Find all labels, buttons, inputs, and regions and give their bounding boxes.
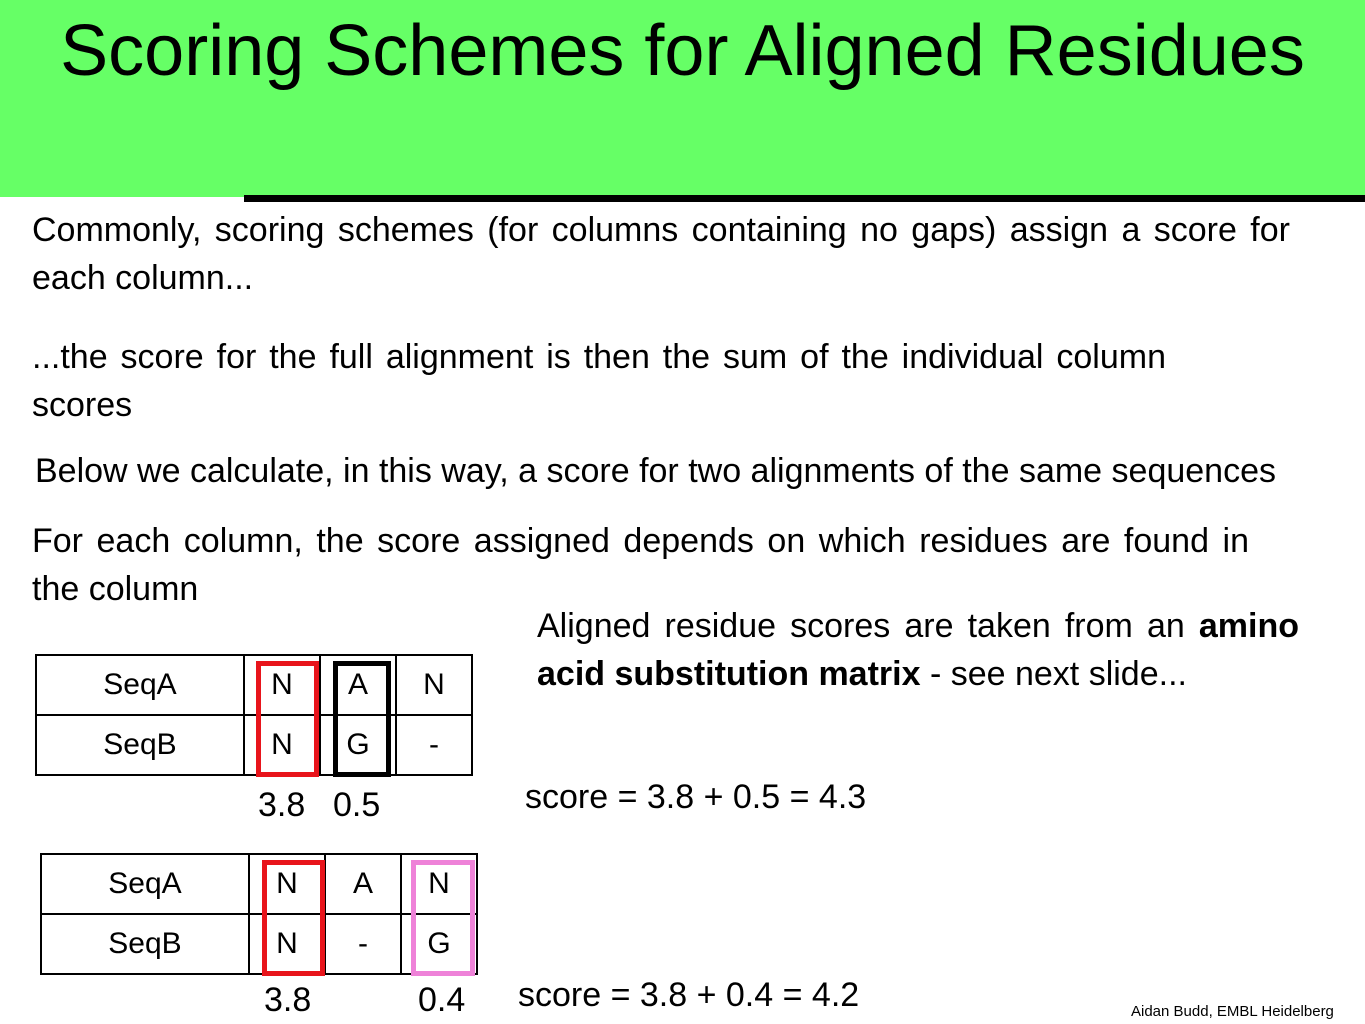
residue-cell: N bbox=[244, 715, 320, 775]
sequence-label: SeqA bbox=[36, 655, 244, 715]
title-underline bbox=[244, 195, 1365, 202]
residue-cell: N bbox=[396, 655, 472, 715]
alignment-score-2: score = 3.8 + 0.4 = 4.2 bbox=[518, 976, 860, 1014]
sequence-label: SeqB bbox=[36, 715, 244, 775]
residue-cell: - bbox=[325, 914, 401, 974]
highlight-box-red bbox=[262, 860, 325, 976]
residue-cell: N bbox=[249, 854, 325, 914]
residue-cell: - bbox=[396, 715, 472, 775]
matrix-note-tail: - see next slide... bbox=[920, 655, 1187, 693]
highlight-box-black bbox=[333, 661, 391, 777]
matrix-note-bold: amino acid substitution matrix bbox=[537, 607, 1299, 693]
paragraph-column-scores: Commonly, scoring schemes (for columns containing no gaps) assign a score for each column... bbox=[32, 211, 1290, 297]
sequence-label: SeqB bbox=[41, 914, 249, 974]
residue-cell: N bbox=[401, 854, 477, 914]
sequence-label: SeqA bbox=[41, 854, 249, 914]
residue-cell: G bbox=[320, 715, 396, 775]
highlight-box-pink bbox=[411, 860, 475, 976]
residue-cell: A bbox=[320, 655, 396, 715]
residue-cell: N bbox=[244, 655, 320, 715]
residue-cell: N bbox=[249, 914, 325, 974]
column-score: 3.8 bbox=[264, 981, 312, 1019]
residue-cell: G bbox=[401, 914, 477, 974]
paragraph-residue-dependence: For each column, the score assigned depends on which residues are found in the column bbox=[32, 522, 1249, 608]
matrix-note-text: Aligned residue scores are taken from an bbox=[537, 607, 1199, 645]
column-score: 3.8 bbox=[258, 786, 306, 824]
alignment-table-1 bbox=[35, 654, 473, 776]
paragraph-sum-scores: ...the score for the full alignment is then the sum of the individual column scores bbox=[32, 338, 1166, 424]
paragraph-two-alignments: Below we calculate, in this way, a score for two alignments of the same sequences bbox=[35, 452, 1276, 490]
matrix-note bbox=[537, 602, 1299, 698]
author-credit: Aidan Budd, EMBL Heidelberg bbox=[1131, 1003, 1334, 1020]
alignment-row-seqb bbox=[36, 715, 472, 775]
column-score: 0.4 bbox=[418, 981, 466, 1019]
column-score: 0.5 bbox=[333, 786, 381, 824]
alignment-row-seqa bbox=[36, 655, 472, 715]
highlight-box-red bbox=[256, 661, 319, 777]
alignment-score-1: score = 3.8 + 0.5 = 4.3 bbox=[525, 778, 867, 816]
residue-cell: A bbox=[325, 854, 401, 914]
slide-title: Scoring Schemes for Aligned Residues bbox=[60, 11, 1305, 91]
